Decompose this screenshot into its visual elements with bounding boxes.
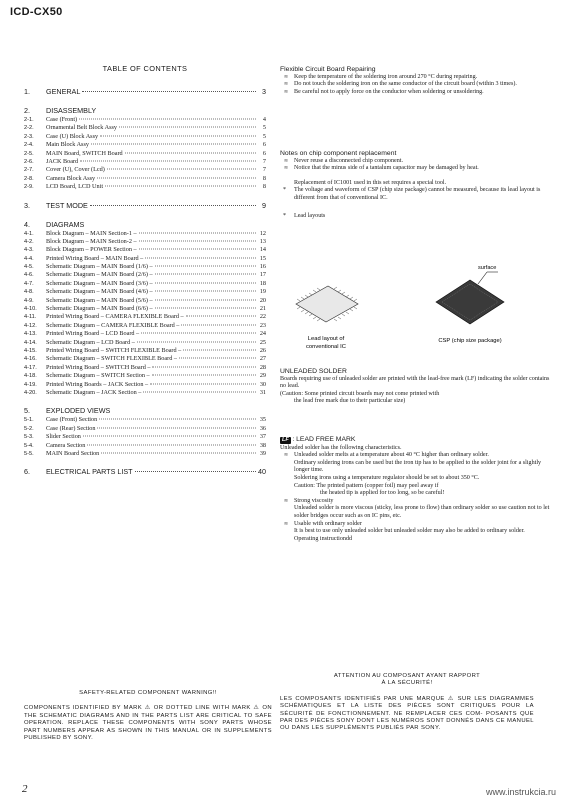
toc-leader xyxy=(125,152,256,153)
toc-item-number: 4-14. xyxy=(24,339,37,346)
toc-item xyxy=(24,263,266,271)
toc-item-title: LCD Board, LCD Unit xyxy=(46,183,104,191)
safety-warning-en xyxy=(24,690,272,742)
toc-item-number: 2-1. xyxy=(24,117,34,123)
toc-leader xyxy=(181,324,256,325)
toc-item-title: Printed Wiring Board – MAIN Board – xyxy=(46,254,144,262)
toc-item xyxy=(24,339,266,347)
toc-item xyxy=(24,141,266,149)
conventional-ic-figure xyxy=(296,286,358,322)
toc-item xyxy=(24,175,266,183)
toc-item-number: 2-7. xyxy=(24,167,34,174)
toc-item-title: Block Diagram – MAIN Section-1 – xyxy=(46,229,137,237)
toc-item-title: Schematic Diagram – CAMERA FLEXIBLE Board – xyxy=(46,321,180,329)
conventional-label-line1: Lead layout of xyxy=(307,336,345,342)
toc-item-number: 4-17. xyxy=(24,364,37,371)
toc-item-title: Cover (U), Cover (Lcd) xyxy=(46,166,105,174)
toc-item-title: Schematic Diagram – JACK Section – xyxy=(46,388,142,396)
toc-item-title: Schematic Diagram – MAIN Board (3/6) – xyxy=(46,279,153,287)
lead-free-b1-p2: Soldering irons using a temperature regulator should be set to about 350 °C. xyxy=(294,474,480,481)
toc-section-number: 5. xyxy=(24,406,30,416)
toc-item xyxy=(24,389,266,397)
watermark: www.instrukcia.ru xyxy=(485,787,556,797)
page-number: 2 xyxy=(22,783,28,795)
toc-item xyxy=(24,330,266,338)
toc-leader xyxy=(152,375,256,376)
toc-leader xyxy=(91,144,256,145)
toc-section xyxy=(24,87,266,97)
bullet-icon: ∞ xyxy=(284,157,288,164)
toc-item-number: 4-7. xyxy=(24,280,34,287)
toc-page-number: 39 xyxy=(259,449,266,457)
toc-item xyxy=(24,322,266,330)
toc-section-number: 6. xyxy=(24,467,30,477)
toc-page-number: 16 xyxy=(259,263,266,271)
list-item: ∞ Never reuse a disconnected chip component. xyxy=(284,157,403,164)
toc-item-title: Main Block Assy xyxy=(46,141,89,149)
toc-item xyxy=(24,133,266,141)
toc-leader xyxy=(183,349,256,350)
toc-item-number: 4-6. xyxy=(24,272,34,279)
toc-leader xyxy=(90,205,256,206)
toc-item-title: Schematic Diagram – LCD Board – xyxy=(46,338,135,346)
csp-label: CSP (chip size package) xyxy=(438,338,502,344)
toc-page-number: 22 xyxy=(259,313,266,321)
toc-item xyxy=(24,158,266,166)
toc-item-title: JACK Board xyxy=(46,157,79,165)
bullet-icon: ∞ xyxy=(284,165,288,172)
toc-item-number: 5-3. xyxy=(24,434,34,441)
toc-leader xyxy=(139,249,256,250)
toc-section-number: 4. xyxy=(24,219,30,229)
safety-warning-body: COMPONENTS IDENTIFIED BY MARK ⚠ OR DOTTED LINE WITH MARK ⚠ ON THE SCHEMATIC DIAGRAMS AND IN THE PARTS LIST ARE CRITICAL TO SAFE OPERATION. REPLACE THESE COMPONENTS WITH SONY PARTS WHOSE PART NUMBERS APPEAR AS SHOWN IN THIS MANUAL OR IN SUPPLEMENTS PUBLISHED BY SONY. xyxy=(24,705,272,742)
csp-figure xyxy=(436,272,504,324)
conventional-label-line2: conventional IC xyxy=(306,344,346,350)
toc-item xyxy=(24,442,266,450)
toc-page-number: 31 xyxy=(259,388,266,396)
lead-free-b1-p1: Ordinary soldering irons can be used but the iron tip has to be applied to the solder joint for a slightly longer time. xyxy=(294,459,542,474)
toc-item-number: 2-4. xyxy=(24,142,34,149)
toc-item xyxy=(24,381,266,389)
toc-section-title: DIAGRAMS xyxy=(46,219,85,229)
toc-page-number: 13 xyxy=(259,237,266,245)
toc-leader xyxy=(150,383,256,384)
toc-page-number: 3 xyxy=(262,87,266,96)
toc-leader xyxy=(155,308,256,309)
toc-page-number: 30 xyxy=(259,380,266,388)
list-item: ∞ Usable with ordinary solder xyxy=(284,520,362,527)
safety-warning-fr-body: LES COMPOSANTS IDENTIFIÉS PAR UNE MARQUE ⚠ SUR LES DIAGRAMMES SCHÉMATIQUES ET LA LISTE DES PIÈCES SONT CRITIQUES POUR LA SÉCURITÉ DE FONCTIONNEMENT. NE REMPLACER CES COM- POSANTS QUE PAR DES PIÈCES SONY DONT LES NUMÉROS SONT DONNÉS DANS CE MANUEL OU DANS LES SUPPLÉMENTS PUBLIÉS PAR SONY. xyxy=(280,695,534,732)
toc-item xyxy=(24,255,266,263)
toc-leader xyxy=(82,91,256,92)
toc-page-number: 12 xyxy=(259,229,266,237)
list-item: ∞ Notice that the minus side of a tantalum capacitor may be damaged by heat. xyxy=(284,165,479,172)
toc-item-number: 2-9. xyxy=(24,184,34,191)
toc-item-title: Ornamental Belt Block Assy xyxy=(46,124,117,132)
toc-item-number: 4-16. xyxy=(24,356,37,363)
toc-item xyxy=(24,238,266,246)
toc-leader xyxy=(135,471,256,472)
unleaded-caution-1: (Caution: Some printed circuit boards may not come printed with xyxy=(280,390,440,397)
toc-leader xyxy=(87,444,256,445)
toc-leader xyxy=(141,333,256,334)
toc-item-number: 4-3. xyxy=(24,247,34,254)
bullet-icon: ∞ xyxy=(284,452,288,459)
toc-section-title: GENERAL xyxy=(46,87,81,96)
toc-item-title: MAIN Board, SWITCH Board xyxy=(46,149,123,157)
toc-leader xyxy=(152,366,256,367)
toc-item xyxy=(24,297,266,305)
bullet-icon: ∞ xyxy=(284,497,288,504)
toc-item xyxy=(24,305,266,313)
toc-item-title: Schematic Diagram – MAIN Board (5/6) – xyxy=(46,296,153,304)
toc-item-number: 2-2. xyxy=(24,125,34,132)
toc-page-number: 7 xyxy=(262,166,266,174)
toc-page-number: 21 xyxy=(259,305,266,313)
list-item: ∞ Be careful not to apply force on the conductor when soldering or unsoldering. xyxy=(284,88,484,95)
table-of-contents xyxy=(24,64,266,477)
toc-leader xyxy=(97,177,256,178)
toc-section xyxy=(24,406,266,416)
toc-item xyxy=(24,280,266,288)
list-item: ∞ Do not touch the soldering iron on the same conductor of the circuit board (within 3 times). xyxy=(284,81,517,88)
toc-leader xyxy=(139,232,256,233)
toc-item-number: 5-1. xyxy=(24,417,34,424)
replacement-note: Replacement of IC1001 used in this set requires a special tool. xyxy=(294,179,447,186)
safety-warning-fr xyxy=(280,673,534,733)
toc-item xyxy=(24,355,266,363)
toc-page-number: 40 xyxy=(258,467,266,477)
toc-page-number: 19 xyxy=(259,288,266,296)
toc-page-number: 6 xyxy=(262,141,266,149)
toc-leader xyxy=(100,135,256,136)
unleaded-caution-2: the lead free mark due to their particular size) xyxy=(294,398,406,405)
lead-free-b1-caution-2: the heated tip is applied for too long, so be careful! xyxy=(320,490,445,497)
toc-leader xyxy=(79,119,256,120)
lead-free-logo: LF xyxy=(282,437,289,443)
toc-item-title: Printed Wiring Board – LCD Board – xyxy=(46,330,140,338)
toc-item-title: Printed Wiring Board – SWITCH Board – xyxy=(46,363,151,371)
toc-page-number: 14 xyxy=(259,246,266,254)
toc-section xyxy=(24,201,266,211)
toc-item-number: 2-8. xyxy=(24,175,34,182)
toc-item-title: Printed Wiring Boards – JACK Section – xyxy=(46,380,149,388)
toc-leader xyxy=(83,436,256,437)
toc-item xyxy=(24,433,266,441)
toc-section-title: ELECTRICAL PARTS LIST xyxy=(46,467,133,477)
toc-item xyxy=(24,313,266,321)
list-item: ∞ Strong viscosity xyxy=(284,497,334,504)
toc-item-number: 4-4. xyxy=(24,255,34,262)
toc-leader xyxy=(119,127,256,128)
toc-item xyxy=(24,416,266,424)
toc-item xyxy=(24,288,266,296)
toc-page-number: 17 xyxy=(259,271,266,279)
toc-item-number: 5-5. xyxy=(24,450,34,457)
toc-item-title: Schematic Diagram – MAIN Board (6/6) – xyxy=(46,305,153,313)
toc-item xyxy=(24,166,266,174)
toc-leader xyxy=(145,257,256,258)
toc-item-number: 4-12. xyxy=(24,322,37,329)
toc-leader xyxy=(97,427,256,428)
lead-free-section xyxy=(280,436,550,543)
toc-item-title: Schematic Diagram – MAIN Board (2/6) – xyxy=(46,271,153,279)
chip-replacement-section xyxy=(280,150,550,220)
toc-item xyxy=(24,425,266,433)
safety-warning-fr-title-1: ATTENTION AU COMPOSANT AYANT RAPPORT xyxy=(333,673,481,679)
toc-item-number: 5-4. xyxy=(24,442,34,449)
toc-item xyxy=(24,116,266,124)
toc-item-number: 2-3. xyxy=(24,133,34,140)
toc-item-number: 2-6. xyxy=(24,158,34,165)
toc-item xyxy=(24,246,266,254)
toc-item-number: 4-5. xyxy=(24,264,34,271)
toc-page-number: 18 xyxy=(259,279,266,287)
toc-page-number: 4 xyxy=(262,116,266,123)
toc-section-title: TEST MODE xyxy=(46,200,88,210)
toc-item xyxy=(24,230,266,238)
unleaded-solder-section xyxy=(280,368,550,406)
toc-leader xyxy=(155,266,256,267)
toc-item-title: Block Diagram – POWER Section – xyxy=(46,246,137,254)
unleaded-title: UNLEADED SOLDER xyxy=(280,368,347,375)
toc-item xyxy=(24,271,266,279)
toc-leader xyxy=(80,160,256,161)
toc-page-number: 27 xyxy=(259,355,266,363)
toc-item-title: Schematic Diagram – MAIN Board (4/6) – xyxy=(46,288,153,296)
bullet-icon: ∞ xyxy=(284,73,288,80)
toc-item xyxy=(24,183,266,191)
toc-item xyxy=(24,364,266,372)
toc-leader xyxy=(107,169,256,170)
toc-item xyxy=(24,347,266,355)
toc-page-number: 8 xyxy=(262,183,266,191)
toc-item-title: Schematic Diagram – SWITCH FLEXIBLE Board – xyxy=(46,355,177,363)
toc-page-number: 9 xyxy=(262,200,266,210)
toc-leader xyxy=(155,274,256,275)
toc-section xyxy=(24,467,266,477)
flex-repair-section xyxy=(280,66,550,96)
toc-section-number: 2. xyxy=(24,106,30,115)
toc-item-number: 4-10. xyxy=(24,306,37,313)
flex-repair-title: Flexible Circuit Board Repairing xyxy=(280,66,376,73)
unleaded-text: Boards requiring use of unleaded solder are printed with the lead-free mark (LF) indicating the solder contains no lead. xyxy=(280,375,550,390)
toc-section-title: DISASSEMBLY xyxy=(46,106,97,115)
toc-page-number: 35 xyxy=(259,416,266,424)
star-note: * The voltage and waveform of CSP (chip size package) cannot be measured, because its lead layout is different from that of conventional IC. xyxy=(283,187,541,201)
toc-page-number: 28 xyxy=(259,363,266,371)
toc-item-title: Case (Front) xyxy=(46,116,78,123)
toc-item-number: 2-5. xyxy=(24,150,34,157)
bullet-icon: ∞ xyxy=(284,81,288,88)
toc-item xyxy=(24,124,266,132)
lead-free-title-row xyxy=(280,436,550,445)
lead-free-b3-p: It is best to use only unleaded solder but unleaded solder may also be added to ordinary solder. Operating instructiondd xyxy=(294,528,525,542)
toc-leader xyxy=(155,299,256,300)
lead-free-title: : LEAD FREE MARK xyxy=(292,436,356,443)
lead-layouts-figure xyxy=(282,258,552,360)
toc-page-number: 25 xyxy=(259,338,266,346)
lead-free-intro: Unleaded solder has the following characteristics. xyxy=(280,444,402,451)
lead-free-b2-p: Unleaded solder is more viscous (sticky, less prone to flow) than ordinary solder so use caution not to let solder bridges occur such as on IC pins, etc. xyxy=(294,505,550,519)
toc-item-number: 4-9. xyxy=(24,297,34,304)
toc-item-number: 4-13. xyxy=(24,331,37,338)
toc-page-number: 6 xyxy=(262,149,266,157)
toc-item xyxy=(24,150,266,158)
toc-page-number: 37 xyxy=(259,433,266,441)
surface-label: surface xyxy=(478,265,497,271)
toc-section xyxy=(24,220,266,230)
toc-item-number: 4-20. xyxy=(24,389,37,396)
toc-item-number: 4-15. xyxy=(24,347,37,354)
bullet-icon: ∞ xyxy=(284,88,288,95)
toc-item-title: Case (Front) Section xyxy=(46,416,98,424)
toc-page-number: 24 xyxy=(259,330,266,338)
safety-warning-title: SAFETY-RELATED COMPONENT WARNING!! xyxy=(79,690,217,696)
toc-item xyxy=(24,450,266,458)
toc-section-title: EXPLODED VIEWS xyxy=(46,406,111,416)
toc-page-number: 26 xyxy=(259,346,266,354)
toc-page-number: 5 xyxy=(262,132,266,140)
toc-item-title: Block Diagram – MAIN Section-2 – xyxy=(46,237,137,245)
toc-leader xyxy=(155,282,256,283)
toc-item-number: 4-19. xyxy=(24,381,37,388)
toc-section xyxy=(24,106,266,116)
toc-item-title: Case (Rear) Section xyxy=(46,424,96,432)
toc-leader xyxy=(137,341,256,342)
toc-item-title: Schematic Diagram – SWITCH Section – xyxy=(46,372,150,380)
toc-section-number: 3. xyxy=(24,200,30,210)
toc-page-number: 20 xyxy=(259,296,266,304)
toc-page-number: 38 xyxy=(259,441,266,449)
toc-leader xyxy=(155,291,256,292)
safety-warning-fr-title-2: À LA SÉCURITÉ! xyxy=(381,680,433,687)
toc-leader xyxy=(186,316,256,317)
toc-item-number: 4-1. xyxy=(24,230,34,237)
toc-item-number: 4-8. xyxy=(24,289,34,296)
toc-leader xyxy=(139,240,256,241)
toc-page-number: 5 xyxy=(262,124,266,132)
lead-free-b1-caution-1: Caution: The printed pattern (copper foil) may peel away if xyxy=(294,482,439,489)
lead-layouts-label: * Lead layouts xyxy=(283,212,326,219)
toc-item-number: 4-11. xyxy=(24,314,37,321)
toc-item-title: Case (U) Block Assy xyxy=(46,132,99,140)
toc-title: TABLE OF CONTENTS xyxy=(102,64,188,73)
toc-item-title: Camera Block Assy xyxy=(46,174,96,182)
model-header: ICD-CX50 xyxy=(10,6,63,18)
list-item: ∞ Unleaded solder melts at a temperature about 40 °C higher than ordinary solder. xyxy=(284,452,489,459)
list-item: ∞ Keep the temperature of the soldering iron around 270 °C during repairing. xyxy=(284,73,478,80)
toc-item-number: 4-18. xyxy=(24,373,37,380)
toc-leader xyxy=(143,391,256,392)
toc-leader xyxy=(101,452,256,453)
toc-item-title: Printed Wiring Board – CAMERA FLEXIBLE Board – xyxy=(46,313,184,321)
toc-leader xyxy=(105,186,256,187)
toc-section-number: 1. xyxy=(24,87,30,96)
toc-page-number: 36 xyxy=(259,424,266,432)
toc-page-number: 8 xyxy=(262,174,266,182)
toc-page-number: 23 xyxy=(259,321,266,329)
toc-item-title: Schematic Diagram – MAIN Board (1/6) – xyxy=(46,263,153,271)
toc-leader xyxy=(99,419,256,420)
toc-item-title: MAIN Board Section xyxy=(46,449,100,457)
toc-item-title: Camera Section xyxy=(46,441,86,449)
toc-page-number: 15 xyxy=(259,254,266,262)
chip-replacement-title: Notes on chip component replacement xyxy=(280,150,397,157)
toc-page-number: 29 xyxy=(259,372,266,380)
toc-item xyxy=(24,372,266,380)
bullet-icon: ∞ xyxy=(284,520,288,527)
toc-page-number: 7 xyxy=(262,157,266,165)
toc-item-number: 4-2. xyxy=(24,238,34,245)
toc-item-title: Slider Section xyxy=(46,433,81,441)
toc-item-title: Printed Wiring Board – SWITCH FLEXIBLE Board – xyxy=(46,346,182,354)
toc-leader xyxy=(179,358,256,359)
toc-item-number: 5-2. xyxy=(24,425,34,432)
